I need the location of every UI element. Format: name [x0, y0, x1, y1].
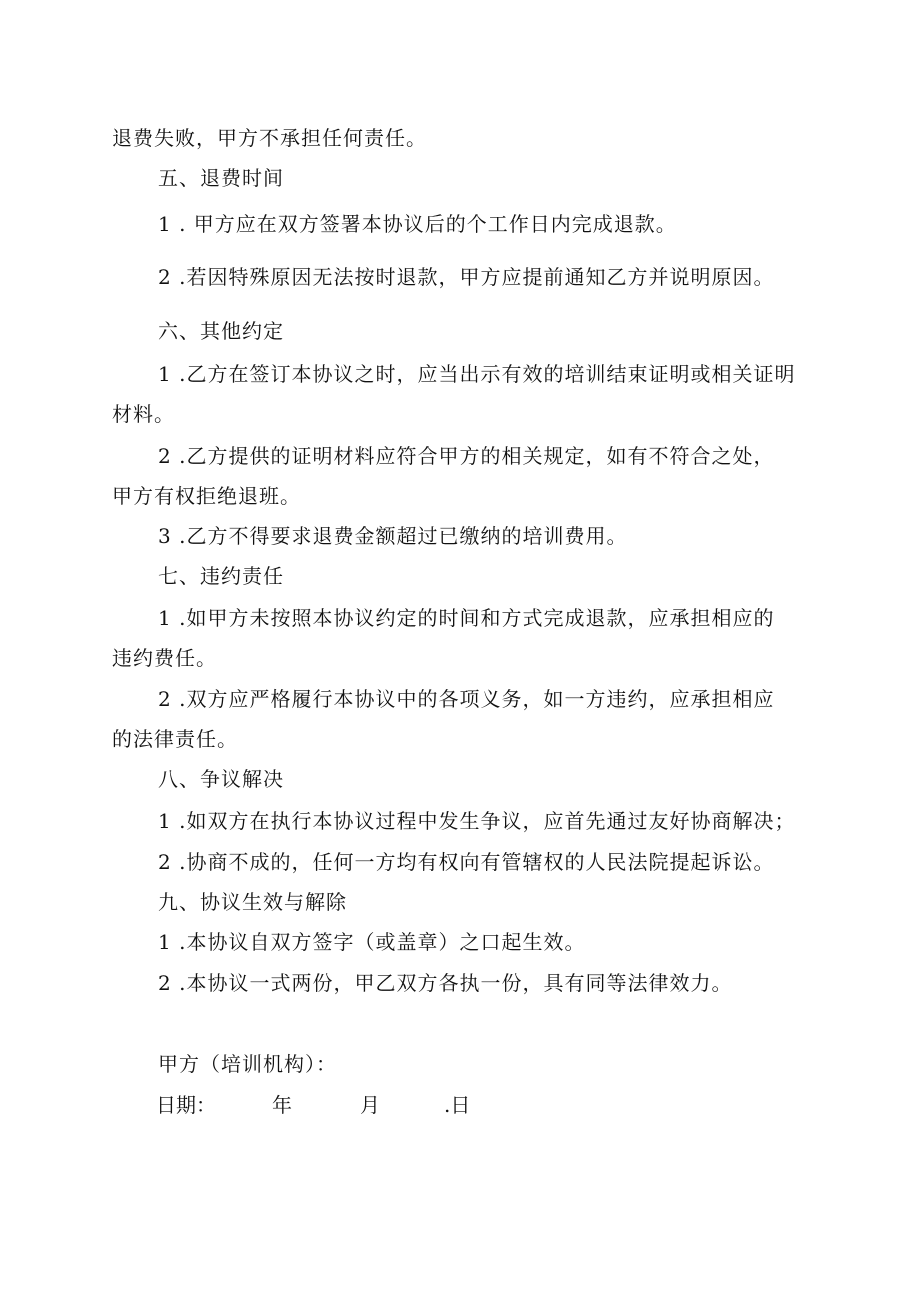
- text-line: 材料。: [112, 402, 175, 426]
- text-line: 2 .协商不成的，任何一方均有权向有管辖权的人民法院提起诉讼。: [158, 850, 775, 874]
- date-month: 月: [360, 1093, 380, 1117]
- section-heading-effect: 九、协议生效与解除: [158, 890, 347, 914]
- date-line: [0, 1092, 920, 1118]
- text-line: 1 .如双方在执行本协议过程中发生争议，应首先通过友好协商解决；: [158, 809, 796, 833]
- text-line: 甲方有权拒绝退班。: [112, 484, 301, 508]
- text-line: 退费失败，甲方不承担任何责任。: [112, 126, 427, 150]
- text-line: 1 .如甲方未按照本协议约定的时间和方式完成退款，应承担相应的: [158, 606, 775, 630]
- text-line: 1 .本协议自双方签字（或盖章）之口起生效。: [158, 930, 586, 954]
- text-line: 2 .双方应严格履行本协议中的各项义务，如一方违约，应承担相应: [158, 687, 775, 711]
- date-day: .日: [444, 1093, 471, 1117]
- section-heading-other: 六、其他约定: [158, 319, 284, 343]
- section-heading-dispute: 八、争议解决: [158, 767, 284, 791]
- section-heading-refund-time: 五、退费时间: [158, 166, 284, 190]
- text-line: 3 .乙方不得要求退费金额超过已缴纳的培训费用。: [158, 524, 628, 548]
- text-line: 违约费任。: [112, 646, 217, 670]
- text-line: 2 .乙方提供的证明材料应符合甲方的相关规定，如有不符合之处，: [158, 444, 775, 468]
- text-line: 2 .若因特殊原因无法按时退款，甲方应提前通知乙方并说明原因。: [158, 265, 775, 289]
- date-label: 日期：: [156, 1093, 216, 1117]
- text-line: 的法律责任。: [112, 727, 238, 751]
- date-year: 年: [272, 1093, 292, 1117]
- text-line: 1 . 甲方应在双方签署本协议后的个工作日内完成退款。: [158, 212, 677, 236]
- section-heading-breach: 七、违约责任: [158, 564, 284, 588]
- party-a-signature-label: 甲方（培训机构）：: [158, 1052, 337, 1076]
- text-line: 1 .乙方在签订本协议之时，应当出示有效的培训结束证明或相关证明: [158, 362, 796, 386]
- text-line: 2 .本协议一式两份，甲乙双方各执一份，具有同等法律效力。: [158, 971, 733, 995]
